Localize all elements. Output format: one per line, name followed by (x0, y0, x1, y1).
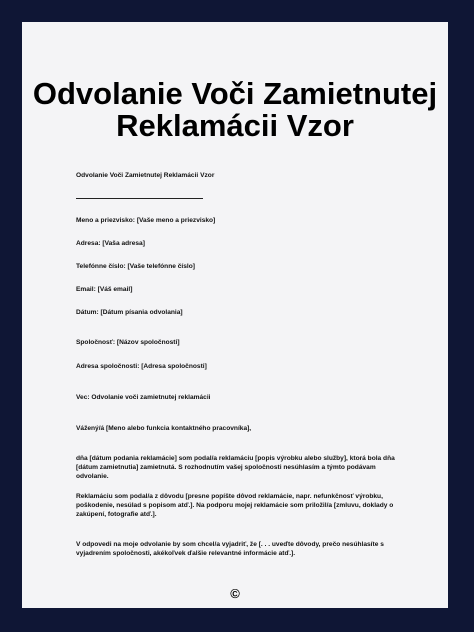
field-date: Dátum: [Dátum písania odvolania] (76, 309, 183, 316)
field-email: Email: [Váš email] (76, 286, 133, 293)
paragraph-3: V odpovedi na moje odvolanie by som chcel/a vyjadriť, že [. . . uveďte dôvody, prečo nesúhlasíte s vyjadrením spoločnosti, akékoľvek ďalšie relevantné informácie atď.]. (76, 541, 384, 557)
signature-rule (76, 198, 203, 199)
field-company: Spoločnosť: [Názov spoločnosti] (76, 339, 180, 346)
paragraph-1: dňa [dátum podania reklamácie] som podal/a reklamáciu [popis výrobku alebo služby], ktorá bola dňa [dátum zamietnutia] zamietnutá. S rozhodnutím vašej spoločnosti nesúhlasím a týmto podávam odvolanie. (76, 455, 395, 480)
copyright-icon: © (230, 586, 240, 601)
salutation: Vážený/á [Meno alebo funkcia kontaktného pracovníka], (76, 425, 252, 432)
field-address: Adresa: [Vaša adresa] (76, 240, 145, 247)
paragraph-2: Reklamáciu som podal/a z dôvodu [presne popíšte dôvod reklamácie, napr. nefunkčnosť výrobku, poškodenie, nesúlad s popisom atď.]. Na podporu mojej reklamácie som priložil/a [zmluvu, doklady o zakúpení, fotografie atď.]. (76, 493, 394, 518)
document-subtitle: Odvolanie Voči Zamietnutej Reklamácii Vzor (76, 172, 215, 179)
field-company-address: Adresa spoločnosti: [Adresa spoločnosti] (76, 363, 207, 370)
field-name: Meno a priezvisko: [Vaše meno a priezvisko] (76, 217, 216, 224)
document-page (22, 22, 448, 608)
field-phone: Telefónne číslo: [Vaše telefónne číslo] (76, 263, 195, 270)
subject-line: Vec: Odvolanie voči zamietnutej reklamácii (76, 394, 211, 401)
document-title: Odvolanie Voči Zamietnutej Reklamácii Vzor (32, 76, 438, 143)
